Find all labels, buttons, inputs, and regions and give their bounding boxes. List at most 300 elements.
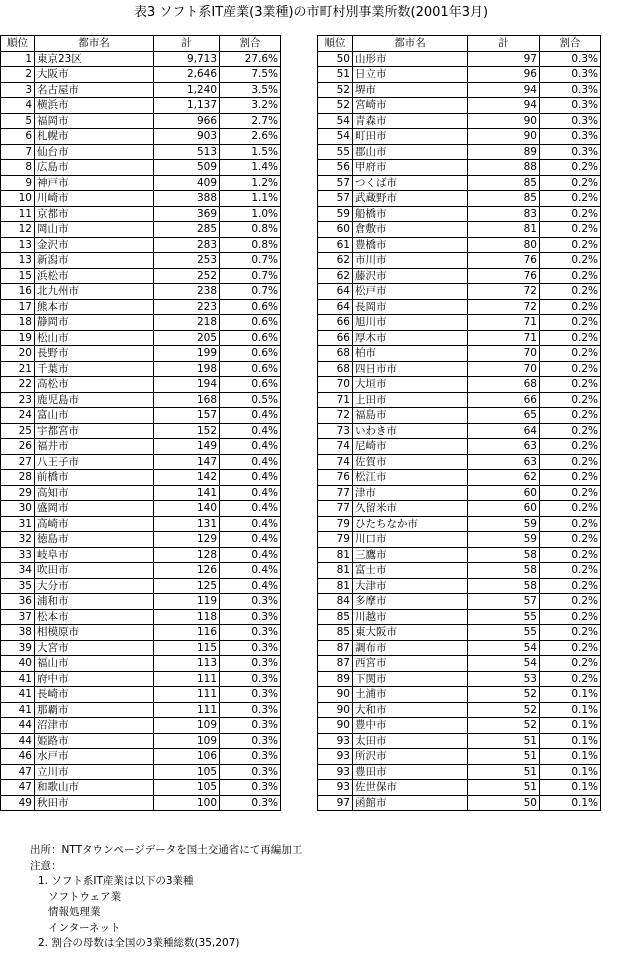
table-row <box>1 98 281 114</box>
share-cell: 0.3% <box>220 749 281 765</box>
count-cell: 105 <box>154 764 220 780</box>
share-cell: 0.3% <box>540 129 601 145</box>
share-cell: 0.4% <box>220 501 281 517</box>
rank-cell: 57 <box>318 191 353 207</box>
rank-cell: 21 <box>1 361 35 377</box>
share-cell: 0.2% <box>540 640 601 656</box>
count-cell: 57 <box>468 594 540 610</box>
table-row <box>318 392 601 408</box>
rank-cell: 74 <box>318 439 353 455</box>
table-row <box>1 423 281 439</box>
count-cell: 90 <box>468 129 540 145</box>
table-row <box>1 532 281 548</box>
share-cell: 0.3% <box>220 625 281 641</box>
count-cell: 409 <box>154 175 220 191</box>
share-cell: 0.6% <box>220 346 281 362</box>
count-cell: 94 <box>468 98 540 114</box>
rank-cell: 47 <box>1 780 35 796</box>
city-cell: 富士市 <box>353 563 468 579</box>
share-cell: 0.3% <box>220 656 281 672</box>
city-cell: 岡山市 <box>35 222 154 238</box>
city-cell: 松江市 <box>353 470 468 486</box>
table-row <box>318 237 601 253</box>
table-row <box>318 687 601 703</box>
city-cell: 川口市 <box>353 532 468 548</box>
city-cell: いわき市 <box>353 423 468 439</box>
rank-cell: 26 <box>1 439 35 455</box>
rank-cell: 70 <box>318 377 353 393</box>
table-row <box>318 578 601 594</box>
rank-cell: 66 <box>318 315 353 331</box>
count-cell: 369 <box>154 206 220 222</box>
count-cell: 65 <box>468 408 540 424</box>
count-cell: 131 <box>154 516 220 532</box>
share-cell: 27.6% <box>220 51 281 67</box>
count-cell: 140 <box>154 501 220 517</box>
count-cell: 55 <box>468 625 540 641</box>
share-cell: 0.2% <box>540 299 601 315</box>
rank-cell: 90 <box>318 718 353 734</box>
table-row <box>318 67 601 83</box>
rank-cell: 81 <box>318 578 353 594</box>
count-cell: 97 <box>468 51 540 67</box>
header-row <box>318 36 601 52</box>
table-row <box>318 346 601 362</box>
rank-cell: 64 <box>318 284 353 300</box>
count-cell: 54 <box>468 640 540 656</box>
count-cell: 115 <box>154 640 220 656</box>
source-note: 出所：NTTタウンページデータを国土交通省にて再編加工 <box>30 844 303 856</box>
rank-cell: 49 <box>1 795 35 811</box>
share-cell: 0.4% <box>220 563 281 579</box>
table-row <box>318 718 601 734</box>
table-row <box>1 501 281 517</box>
rank-cell: 73 <box>318 423 353 439</box>
table-row <box>318 315 601 331</box>
city-cell: 久留米市 <box>353 501 468 517</box>
share-cell: 0.4% <box>220 439 281 455</box>
table-row <box>1 392 281 408</box>
rank-cell: 3 <box>1 82 35 98</box>
count-cell: 205 <box>154 330 220 346</box>
table-row <box>1 284 281 300</box>
rank-cell: 35 <box>1 578 35 594</box>
table-row <box>318 408 601 424</box>
count-cell: 149 <box>154 439 220 455</box>
rank-cell: 31 <box>1 516 35 532</box>
city-cell: 新潟市 <box>35 253 154 269</box>
table-row <box>1 315 281 331</box>
count-cell: 111 <box>154 671 220 687</box>
count-cell: 58 <box>468 563 540 579</box>
city-cell: 福山市 <box>35 656 154 672</box>
table-row <box>318 640 601 656</box>
left-table <box>0 35 281 811</box>
count-cell: 60 <box>468 501 540 517</box>
share-cell: 0.3% <box>220 671 281 687</box>
rank-cell: 37 <box>1 609 35 625</box>
share-cell: 0.2% <box>540 253 601 269</box>
rank-cell: 13 <box>1 253 35 269</box>
share-cell: 0.2% <box>540 315 601 331</box>
count-header: 計 <box>154 36 220 52</box>
count-cell: 94 <box>468 82 540 98</box>
count-cell: 252 <box>154 268 220 284</box>
city-cell: 浜松市 <box>35 268 154 284</box>
count-cell: 194 <box>154 377 220 393</box>
count-cell: 66 <box>468 392 540 408</box>
count-cell: 83 <box>468 206 540 222</box>
share-cell: 3.2% <box>220 98 281 114</box>
table-row <box>318 98 601 114</box>
rank-cell: 68 <box>318 346 353 362</box>
rank-cell: 72 <box>318 408 353 424</box>
share-cell: 0.3% <box>220 609 281 625</box>
share-cell: 0.4% <box>220 470 281 486</box>
rank-cell: 47 <box>1 764 35 780</box>
city-cell: 姫路市 <box>35 733 154 749</box>
count-cell: 71 <box>468 315 540 331</box>
city-cell: 所沢市 <box>353 749 468 765</box>
share-cell: 0.3% <box>220 780 281 796</box>
count-cell: 51 <box>468 764 540 780</box>
share-cell: 1.1% <box>220 191 281 207</box>
table-row <box>1 222 281 238</box>
count-cell: 100 <box>154 795 220 811</box>
table-row <box>318 144 601 160</box>
count-cell: 199 <box>154 346 220 362</box>
table-row <box>1 268 281 284</box>
share-cell: 0.3% <box>540 144 601 160</box>
table-row <box>318 113 601 129</box>
rank-cell: 18 <box>1 315 35 331</box>
share-cell: 0.2% <box>540 625 601 641</box>
city-cell: 横浜市 <box>35 98 154 114</box>
rank-cell: 71 <box>318 392 353 408</box>
rank-cell: 87 <box>318 656 353 672</box>
count-cell: 142 <box>154 470 220 486</box>
rank-cell: 85 <box>318 625 353 641</box>
rank-cell: 2 <box>1 67 35 83</box>
count-header: 計 <box>468 36 540 52</box>
count-cell: 81 <box>468 222 540 238</box>
share-cell: 0.2% <box>540 578 601 594</box>
rank-cell: 55 <box>318 144 353 160</box>
table-row <box>1 129 281 145</box>
share-cell: 0.2% <box>540 160 601 176</box>
rank-cell: 44 <box>1 733 35 749</box>
table-row <box>1 516 281 532</box>
share-cell: 0.4% <box>220 485 281 501</box>
rank-cell: 33 <box>1 547 35 563</box>
rank-cell: 57 <box>318 175 353 191</box>
city-cell: 宇都宮市 <box>35 423 154 439</box>
count-cell: 129 <box>154 532 220 548</box>
table-row <box>1 346 281 362</box>
table-row <box>318 439 601 455</box>
rank-header: 順位 <box>318 36 353 52</box>
share-cell: 1.0% <box>220 206 281 222</box>
rank-cell: 46 <box>1 749 35 765</box>
table-row <box>1 594 281 610</box>
note-1: 1. ソフト系IT産業は以下の3業種 <box>38 875 194 887</box>
table-row <box>1 361 281 377</box>
rank-cell: 59 <box>318 206 353 222</box>
rank-cell: 9 <box>1 175 35 191</box>
share-cell: 0.8% <box>220 222 281 238</box>
table-row <box>1 718 281 734</box>
rank-cell: 66 <box>318 330 353 346</box>
count-cell: 85 <box>468 191 540 207</box>
city-cell: 仙台市 <box>35 144 154 160</box>
right-table <box>317 35 601 811</box>
city-cell: 函館市 <box>353 795 468 811</box>
table-row <box>318 594 601 610</box>
count-cell: 152 <box>154 423 220 439</box>
share-cell: 0.2% <box>540 175 601 191</box>
rank-cell: 85 <box>318 609 353 625</box>
table-row <box>318 547 601 563</box>
table-row <box>318 160 601 176</box>
table-row <box>318 51 601 67</box>
city-cell: 下関市 <box>353 671 468 687</box>
city-cell: 熊本市 <box>35 299 154 315</box>
rank-cell: 84 <box>318 594 353 610</box>
rank-cell: 5 <box>1 113 35 129</box>
city-cell: 長岡市 <box>353 299 468 315</box>
share-cell: 0.1% <box>540 764 601 780</box>
rank-cell: 41 <box>1 671 35 687</box>
table-row <box>1 237 281 253</box>
count-cell: 109 <box>154 718 220 734</box>
count-cell: 62 <box>468 470 540 486</box>
count-cell: 64 <box>468 423 540 439</box>
count-cell: 59 <box>468 532 540 548</box>
share-cell: 0.4% <box>220 408 281 424</box>
rank-cell: 52 <box>318 82 353 98</box>
city-cell: 松山市 <box>35 330 154 346</box>
share-cell: 0.3% <box>220 594 281 610</box>
count-cell: 70 <box>468 361 540 377</box>
share-cell: 0.3% <box>220 640 281 656</box>
city-cell: 秋田市 <box>35 795 154 811</box>
count-cell: 223 <box>154 299 220 315</box>
city-cell: 浦和市 <box>35 594 154 610</box>
rank-cell: 74 <box>318 454 353 470</box>
city-cell: 沼津市 <box>35 718 154 734</box>
share-cell: 0.1% <box>540 780 601 796</box>
city-cell: 川崎市 <box>35 191 154 207</box>
city-cell: 前橋市 <box>35 470 154 486</box>
city-cell: 甲府市 <box>353 160 468 176</box>
share-cell: 0.6% <box>220 361 281 377</box>
city-cell: 八王子市 <box>35 454 154 470</box>
table-row <box>318 516 601 532</box>
rank-cell: 76 <box>318 470 353 486</box>
count-cell: 51 <box>468 780 540 796</box>
count-cell: 59 <box>468 516 540 532</box>
share-cell: 0.5% <box>220 392 281 408</box>
city-cell: 上田市 <box>353 392 468 408</box>
count-cell: 51 <box>468 749 540 765</box>
city-cell: 岐阜市 <box>35 547 154 563</box>
city-cell: 東京23区 <box>35 51 154 67</box>
table-row <box>318 191 601 207</box>
share-cell: 0.4% <box>220 578 281 594</box>
city-cell: 豊田市 <box>353 764 468 780</box>
city-cell: 大和市 <box>353 702 468 718</box>
city-cell: 郡山市 <box>353 144 468 160</box>
count-cell: 218 <box>154 315 220 331</box>
table-row <box>318 733 601 749</box>
count-cell: 147 <box>154 454 220 470</box>
count-cell: 116 <box>154 625 220 641</box>
city-cell: 長野市 <box>35 346 154 362</box>
share-cell: 0.2% <box>540 547 601 563</box>
industry-item: 情報処理業 <box>48 906 101 918</box>
table-row <box>1 330 281 346</box>
table-row <box>1 253 281 269</box>
city-cell: 静岡市 <box>35 315 154 331</box>
notes <box>30 843 590 952</box>
rank-cell: 64 <box>318 299 353 315</box>
city-cell: 那覇市 <box>35 702 154 718</box>
count-cell: 1,240 <box>154 82 220 98</box>
count-cell: 106 <box>154 749 220 765</box>
share-cell: 0.2% <box>540 423 601 439</box>
rank-cell: 32 <box>1 532 35 548</box>
count-cell: 111 <box>154 687 220 703</box>
share-cell: 0.4% <box>220 547 281 563</box>
share-cell: 0.3% <box>220 764 281 780</box>
count-cell: 113 <box>154 656 220 672</box>
count-cell: 71 <box>468 330 540 346</box>
city-cell: 水戸市 <box>35 749 154 765</box>
share-cell: 0.6% <box>220 330 281 346</box>
share-cell: 0.3% <box>540 98 601 114</box>
rank-cell: 87 <box>318 640 353 656</box>
city-cell: 福島市 <box>353 408 468 424</box>
table-row <box>1 563 281 579</box>
rank-cell: 81 <box>318 547 353 563</box>
share-cell: 0.1% <box>540 718 601 734</box>
city-cell: 太田市 <box>353 733 468 749</box>
share-cell: 0.2% <box>540 408 601 424</box>
rank-cell: 4 <box>1 98 35 114</box>
rank-cell: 13 <box>1 237 35 253</box>
count-cell: 119 <box>154 594 220 610</box>
rank-cell: 44 <box>1 718 35 734</box>
share-cell: 0.2% <box>540 237 601 253</box>
count-cell: 2,646 <box>154 67 220 83</box>
count-cell: 966 <box>154 113 220 129</box>
city-cell: 金沢市 <box>35 237 154 253</box>
rank-cell: 77 <box>318 485 353 501</box>
share-cell: 0.2% <box>540 563 601 579</box>
rank-cell: 15 <box>1 268 35 284</box>
count-cell: 513 <box>154 144 220 160</box>
share-cell: 0.2% <box>540 594 601 610</box>
city-cell: 府中市 <box>35 671 154 687</box>
note-2: 2. 割合の母数は全国の3業種総数(35,207) <box>38 937 240 949</box>
count-cell: 903 <box>154 129 220 145</box>
rank-cell: 41 <box>1 687 35 703</box>
city-cell: 鹿児島市 <box>35 392 154 408</box>
city-cell: 厚木市 <box>353 330 468 346</box>
table-row <box>1 764 281 780</box>
table-row <box>1 299 281 315</box>
rank-cell: 40 <box>1 656 35 672</box>
table-row <box>318 82 601 98</box>
city-cell: 高知市 <box>35 485 154 501</box>
share-cell: 0.2% <box>540 191 601 207</box>
rank-cell: 81 <box>318 563 353 579</box>
city-cell: 大分市 <box>35 578 154 594</box>
city-cell: 千葉市 <box>35 361 154 377</box>
share-cell: 0.3% <box>540 51 601 67</box>
count-cell: 88 <box>468 160 540 176</box>
city-cell: 徳島市 <box>35 532 154 548</box>
city-header: 都市名 <box>353 36 468 52</box>
share-cell: 0.1% <box>540 795 601 811</box>
count-cell: 55 <box>468 609 540 625</box>
table-row <box>1 206 281 222</box>
count-cell: 238 <box>154 284 220 300</box>
rank-cell: 77 <box>318 501 353 517</box>
share-cell: 2.6% <box>220 129 281 145</box>
rank-cell: 60 <box>318 222 353 238</box>
rank-cell: 93 <box>318 749 353 765</box>
table-row <box>1 640 281 656</box>
city-cell: 北九州市 <box>35 284 154 300</box>
share-cell: 0.6% <box>220 299 281 315</box>
rank-cell: 25 <box>1 423 35 439</box>
count-cell: 118 <box>154 609 220 625</box>
share-cell: 0.6% <box>220 315 281 331</box>
count-cell: 76 <box>468 268 540 284</box>
count-cell: 68 <box>468 377 540 393</box>
notes-heading: 注意： <box>30 859 62 872</box>
count-cell: 253 <box>154 253 220 269</box>
share-cell: 0.1% <box>540 702 601 718</box>
count-cell: 52 <box>468 702 540 718</box>
rank-cell: 30 <box>1 501 35 517</box>
city-cell: 山形市 <box>353 51 468 67</box>
table-row <box>1 439 281 455</box>
table-row <box>1 733 281 749</box>
rank-cell: 28 <box>1 470 35 486</box>
rank-cell: 52 <box>318 98 353 114</box>
count-cell: 58 <box>468 578 540 594</box>
share-cell: 0.7% <box>220 268 281 284</box>
rank-cell: 62 <box>318 253 353 269</box>
rank-cell: 17 <box>1 299 35 315</box>
rank-cell: 8 <box>1 160 35 176</box>
city-cell: 佐世保市 <box>353 780 468 796</box>
city-cell: 市川市 <box>353 253 468 269</box>
city-cell: 高松市 <box>35 377 154 393</box>
count-cell: 198 <box>154 361 220 377</box>
share-cell: 0.2% <box>540 485 601 501</box>
share-cell: 0.2% <box>540 284 601 300</box>
rank-cell: 27 <box>1 454 35 470</box>
city-cell: 神戸市 <box>35 175 154 191</box>
table-row <box>318 175 601 191</box>
table-row <box>318 656 601 672</box>
city-cell: 三鷹市 <box>353 547 468 563</box>
rank-cell: 97 <box>318 795 353 811</box>
count-cell: 126 <box>154 563 220 579</box>
